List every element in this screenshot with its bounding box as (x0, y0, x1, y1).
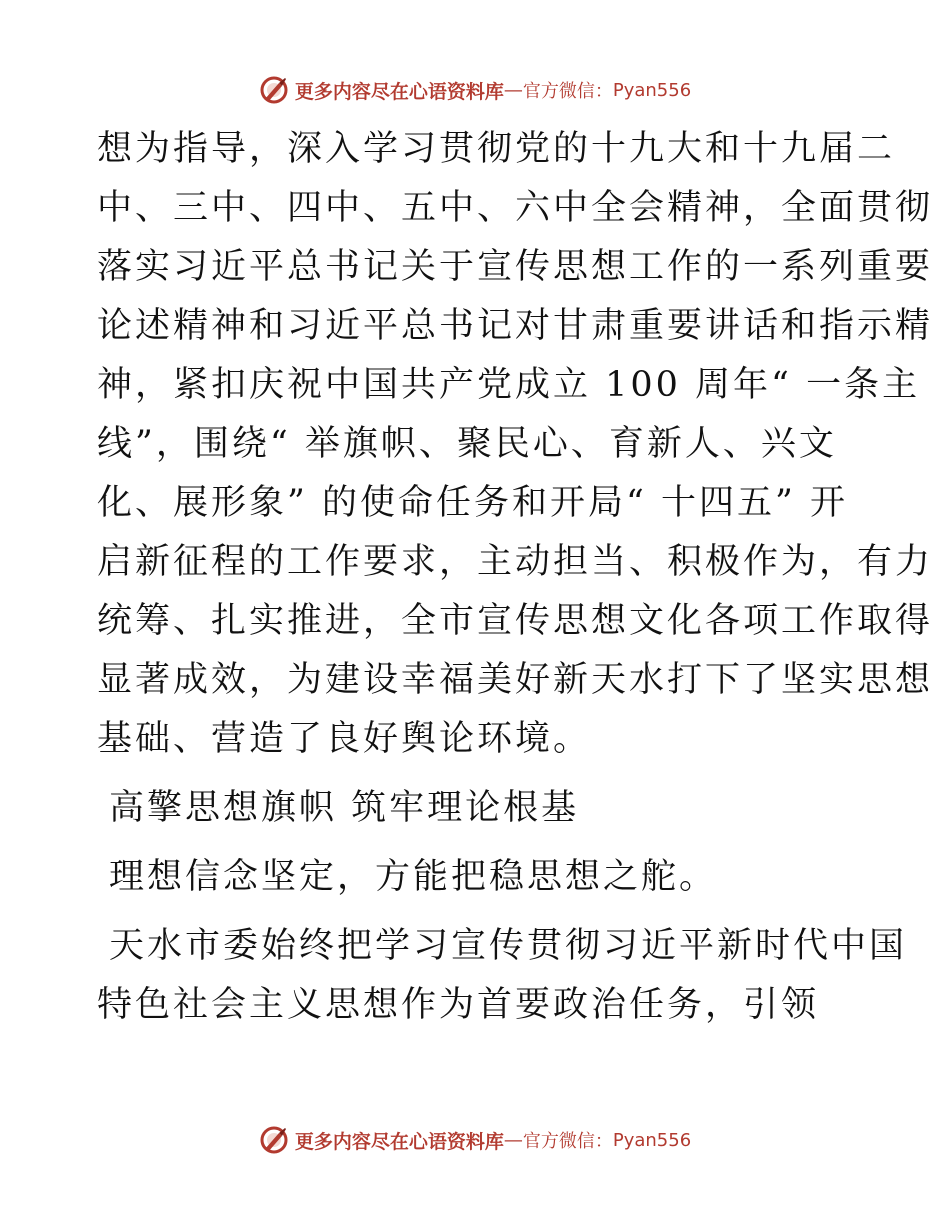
footer-separator: — (503, 1129, 523, 1151)
footer-wechat-label: 官方微信： (522, 1131, 613, 1152)
footer-banner (0, 1120, 950, 1160)
body-line: 显著成效，为建设幸福美好新天水打下了坚实思想 (97, 660, 934, 700)
header-wechat-id: Pyan556 (612, 79, 692, 101)
body-line: 启新征程的工作要求，主动担当、积极作为，有力 (97, 542, 934, 582)
quill-pen-logo-icon (259, 1125, 289, 1155)
footer-brand-text: 更多内容尽在心语资料库 (294, 1130, 504, 1153)
body-line: 论述精神和习近平总书记对甘肃重要讲话和指示精 (97, 306, 934, 346)
body-line: 线”，围绕“ 举旗帜、聚民心、育新人、兴文 (97, 424, 837, 464)
body-line: 基础、营造了良好舆论环境。 (97, 719, 592, 759)
header-wechat-label: 官方微信： (522, 81, 613, 102)
header-separator: — (503, 79, 523, 101)
body-line: 落实习近平总书记关于宣传思想工作的一系列重要 (97, 247, 934, 287)
paragraph-2: 理想信念坚定，方能把稳思想之舵。 (109, 857, 718, 897)
paragraph-3-line: 特色社会主义思想作为首要政治任务，引领 (97, 985, 820, 1025)
header-banner (0, 70, 950, 110)
body-line: 化、展形象” 的使命任务和开局“ 十四五” 开 (97, 483, 849, 523)
header-brand-text: 更多内容尽在心语资料库 (294, 80, 504, 103)
body-line: 中、三中、四中、五中、六中全会精神，全面贯彻 (97, 188, 934, 228)
body-line: 统筹、扎实推进，全市宣传思想文化各项工作取得 (97, 601, 934, 641)
quill-pen-logo-icon (259, 75, 289, 105)
body-line: 想为指导，深入学习贯彻党的十九大和十九届二 (97, 129, 896, 169)
paragraph-3-line: 天水市委始终把学习宣传贯彻习近平新时代中国 (109, 926, 908, 966)
document-body (97, 120, 934, 1035)
section-heading: 高擎思想旗帜 筑牢理论根基 (109, 788, 580, 828)
body-line: 神，紧扣庆祝中国共产党成立 100 周年“ 一条主 (97, 365, 921, 405)
footer-wechat-id: Pyan556 (612, 1129, 692, 1151)
